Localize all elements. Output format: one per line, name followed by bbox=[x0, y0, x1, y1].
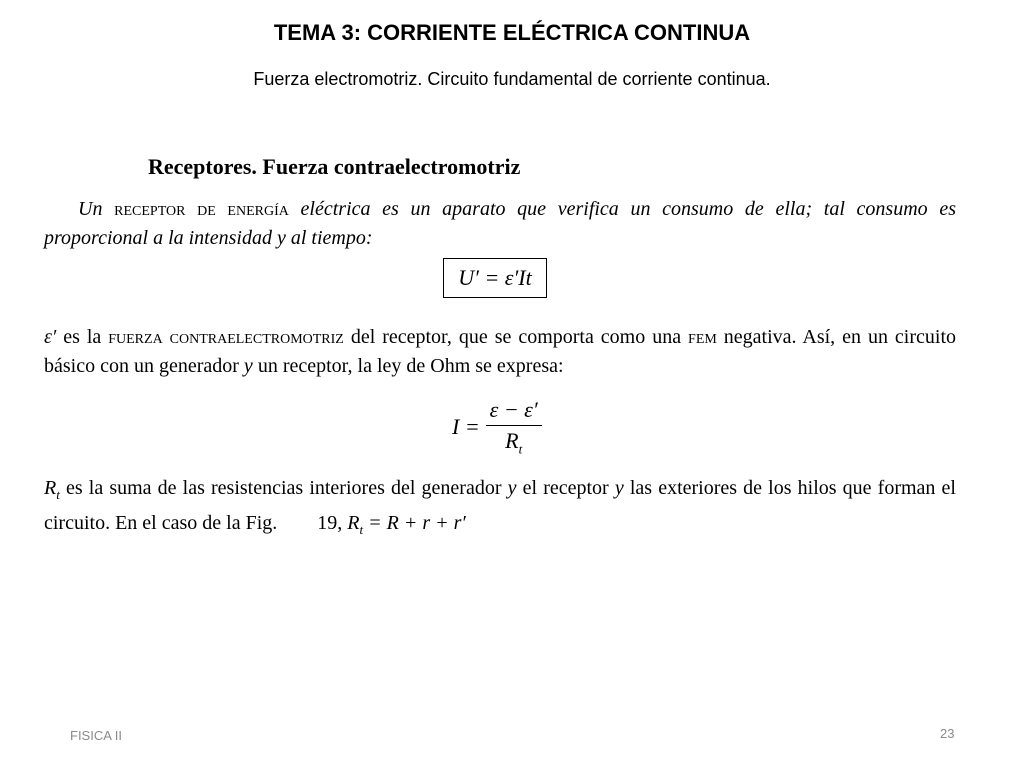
slide-title: TEMA 3: CORRIENTE ELÉCTRICA CONTINUA bbox=[273, 20, 751, 45]
para3-y2: y bbox=[614, 477, 624, 499]
para3-text-3: las exteriores de los hilos que forman el circuito. En el caso de la Fig. 19, bbox=[44, 477, 961, 534]
equation-denominator bbox=[505, 426, 522, 457]
ohm-law-equation bbox=[452, 397, 542, 457]
equation-numerator: ε − ε′ bbox=[486, 397, 542, 426]
para3-text-1: es la suma de las resistencias interiores del generador bbox=[59, 477, 508, 499]
paragraph-receptor-definition bbox=[44, 195, 956, 253]
boxed-equation-energy: U′ = ε′It bbox=[443, 258, 547, 298]
paragraph-fcem bbox=[44, 323, 956, 381]
denominator-sub: t bbox=[518, 441, 523, 457]
para1-text-1: Un bbox=[78, 198, 115, 220]
para2-text-4: un receptor, la ley de Ohm se expresa: bbox=[252, 355, 564, 377]
para3-symbol-main: R bbox=[44, 477, 57, 499]
equation-lhs: I = bbox=[452, 414, 480, 440]
para3-symbol-sub: t bbox=[56, 487, 60, 502]
para1-smallcaps: receptor de energía bbox=[114, 198, 289, 220]
footer-page-number: 23 bbox=[940, 726, 955, 741]
para3-eq-sub: t bbox=[359, 522, 364, 537]
paragraph-total-resistance bbox=[44, 474, 961, 544]
para1-text-2: eléctrica es un aparato que verifica un consumo de ella; tal consumo es proporcional a la intensidad y al tiempo: bbox=[44, 198, 956, 249]
para3-eq-main: R bbox=[347, 512, 360, 534]
para2-text-3: negativa. Así, en un circuito básico con un generador bbox=[44, 326, 956, 377]
para2-symbol: ε′ bbox=[44, 326, 57, 348]
denominator-main: R bbox=[505, 428, 519, 453]
para2-smallcaps-2: fem bbox=[688, 326, 717, 348]
para3-eq-rest: = R + r + r′ bbox=[363, 512, 466, 534]
para2-text-1: es la bbox=[56, 326, 109, 348]
slide-subtitle: Fuerza electromotriz. Circuito fundamental de corriente continua. bbox=[253, 69, 771, 89]
section-heading: Receptores. Fuerza contraelectromotriz bbox=[148, 154, 521, 179]
para3-text-2: el receptor bbox=[516, 477, 615, 499]
equation-fraction bbox=[486, 397, 542, 457]
para2-y: y bbox=[243, 355, 253, 377]
para2-text-2: del receptor, que se comporta como una bbox=[343, 326, 689, 348]
footer-course-label: FISICA II bbox=[70, 728, 123, 743]
para3-y1: y bbox=[507, 477, 517, 499]
para2-smallcaps-1: fuerza contraelectromotriz bbox=[108, 326, 344, 348]
